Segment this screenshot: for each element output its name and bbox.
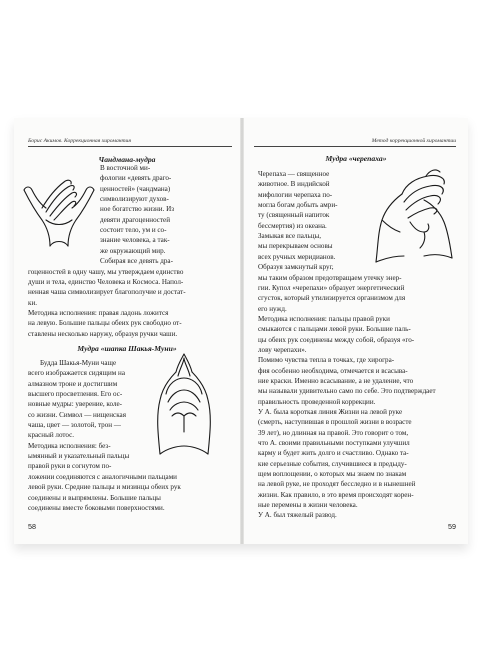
text-line: новные мудры: уверение, коле-	[28, 400, 123, 409]
text-line: гоценностей в одну чашу, мы утверждаем единство	[28, 267, 184, 276]
shakyamuni-text-full	[28, 472, 181, 513]
text-line: символизируют духов-	[100, 195, 169, 204]
left-header-rule	[28, 146, 232, 147]
open-book-spread	[14, 118, 468, 544]
text-line: мы называли удивительно само по себе. Это подтверждает	[258, 387, 436, 396]
text-line: щем воплощении, о которых мы знаем по знакам	[258, 470, 407, 479]
text-line: Методика исполнения: пальцы правой руки	[258, 314, 390, 323]
text-line: всех ручных меридианов.	[258, 252, 336, 261]
text-line: ные перемены в жизни человека.	[258, 501, 358, 510]
right-page	[244, 118, 468, 544]
text-line: на левую. Большие пальцы обеих рук свободно от-	[28, 319, 182, 328]
text-line: мы таким образом предотвращаем утечку энер-	[258, 273, 402, 282]
text-line: же окружающий мир.	[100, 246, 166, 255]
shakyamuni-cap-mudra-title: Мудра «шапка Шакья-Муни»	[77, 344, 177, 353]
text-line: соединены и выпрямлены. Большие пальцы	[28, 493, 161, 502]
text-line: смыкаются с пальцами левой руки. Большие паль-	[258, 325, 411, 334]
text-line: карму и будет жить долго и счастливо. Однако та-	[258, 449, 409, 458]
right-header-rule	[254, 146, 456, 147]
text-line: лову черепахи».	[258, 345, 307, 354]
text-line: Замыкая все пальцы,	[258, 232, 322, 241]
text-line: всего изображается сидящим на	[28, 369, 126, 378]
chandmana-text-full	[28, 267, 186, 339]
text-line: Черепаха — священное	[258, 170, 330, 178]
shakyamuni-cap-hands-illustration	[138, 350, 230, 458]
page-number-left: 58	[28, 522, 36, 531]
text-line: души и тела, единство Человека и Космоса. Напол-	[28, 277, 184, 286]
text-line: мы перекрываем основы	[258, 242, 333, 251]
text-line: животное. В индийской	[258, 180, 330, 189]
text-line: ложении соединяются с аналогичными пальцами	[28, 472, 177, 481]
text-line: (смерть, наступившая в прошлой жизни в возрасте	[258, 418, 412, 427]
text-line: Будда Шакья-Муни чаще	[40, 359, 117, 367]
text-line: 39 лет), но длинная на правой. Это говорит о том,	[258, 428, 409, 437]
text-line: ставлены несколько наружу, образуя ручки чаши.	[28, 329, 178, 338]
text-line: сгусток, который утилизируется организмом для	[258, 294, 406, 303]
shakyamuni-text-wrapped-2	[28, 368, 129, 471]
text-line: состоит тело, ум и со-	[100, 226, 167, 235]
text-line: ние краски. Именно всасывание, а не удаление, что	[258, 376, 414, 385]
text-line: Помимо чувства тепла в точках, где хирогра-	[258, 356, 395, 365]
text-line: красный лотос.	[28, 431, 75, 440]
text-line: правой руки в согнутом по-	[28, 462, 112, 471]
text-line: мифологии черепаха по-	[258, 190, 333, 199]
text-line: его нужд.	[258, 304, 287, 313]
text-line: знание человека, а так-	[100, 236, 170, 245]
text-line: соединены вместе боковыми поверхностями.	[28, 503, 165, 512]
text-line: В восточной ми-	[100, 164, 151, 172]
text-line: У А. был тяжелый развод.	[258, 511, 337, 520]
text-line: фологии «девять драго-	[100, 174, 172, 183]
turtle-mudra-title: Мудра «черепаха»	[325, 154, 387, 163]
turtle-mudra-hands-illustration	[366, 162, 462, 264]
turtle-text-full	[258, 273, 436, 521]
text-line: ценностей» (чандмана)	[100, 184, 171, 193]
text-line: алмазном троне и достигшим	[28, 379, 118, 388]
text-line: жизни. Как правило, в это время происходят корен-	[258, 490, 414, 499]
page-number-right: 59	[448, 522, 456, 531]
chandmana-mudra-hands-illustration	[20, 168, 98, 248]
text-line: бессмертия) из океана.	[258, 221, 327, 230]
shakyamuni-text-wrapped	[40, 358, 116, 368]
chandmana-mudra-title: Чандмана-мудра	[98, 155, 156, 164]
chandmana-text-wrapped	[100, 163, 174, 266]
text-line: ымянный и указательный пальцы	[28, 452, 130, 461]
text-line: чаша, цвет — золотой, трон —	[28, 421, 121, 430]
left-page	[14, 118, 240, 544]
text-line: могла богам добыть амри-	[258, 201, 338, 210]
text-line: девяти драгоценностей	[100, 215, 170, 224]
text-line: ное богатство жизни. Из	[100, 205, 175, 214]
text-line: со жизни. Символ — нищенская	[28, 410, 126, 419]
text-line: высшего просветления. Его ос-	[28, 390, 123, 399]
text-line: ненная чаша символизирует благополучие и достат-	[28, 288, 186, 297]
left-running-head: Борис Акимов. Коррекционная хиромантия	[28, 138, 131, 144]
text-line: что А. своими правильными поступками улучшил	[258, 439, 410, 447]
text-line: гии. Купол «черепахи» образует энергетический	[258, 283, 405, 292]
text-line: У А. была короткая линия Жизни на левой руке	[258, 407, 403, 416]
text-line: цы обеих рук соединены между собой, образуя «го-	[258, 335, 415, 344]
text-line: фия особенно необходима, отмечается и всасыва-	[258, 366, 408, 375]
turtle-text-wrapped	[258, 169, 338, 272]
text-line: левой руки. Средние пальцы и мизинцы обеих рук	[28, 483, 181, 492]
right-running-head: Метод коррекционной хиромантии	[371, 138, 456, 144]
text-line: кие серьезные события, случившиеся в предыду-	[258, 459, 407, 468]
text-line: Образуя замкнутый круг,	[258, 263, 334, 272]
text-line: ту (священный напиток	[258, 211, 330, 220]
text-line: правильность проведенной коррекции.	[258, 397, 376, 406]
text-line: Методика исполнения: без-	[28, 441, 111, 450]
text-line: Методика исполнения: правая ладонь ложится	[28, 308, 169, 317]
text-line: Собирая все девять дра-	[100, 257, 173, 266]
text-line: на левой руке, не проходят бесследно и в нынешней	[258, 480, 416, 489]
text-line: ки.	[28, 298, 38, 307]
